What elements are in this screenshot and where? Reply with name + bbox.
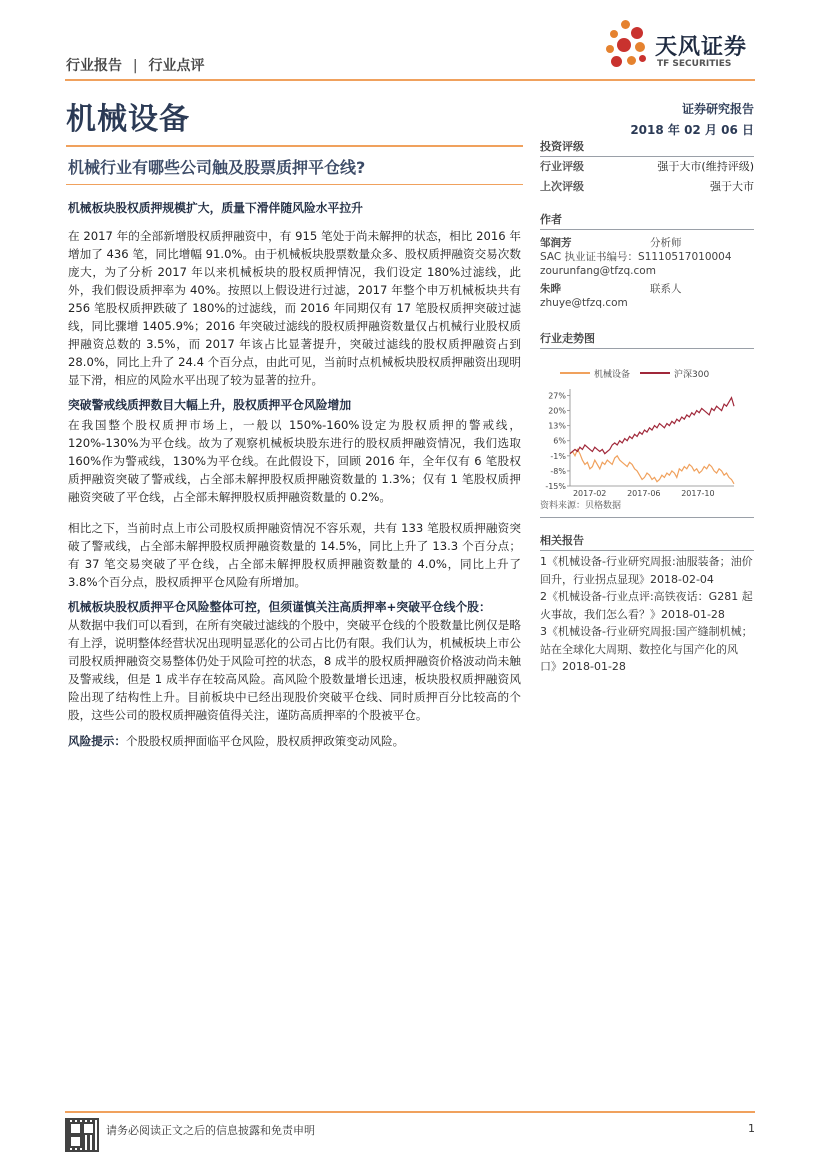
section-heading-3: 机械板块股权质押平仓风险整体可控，但须谨慎关注高质押率+突破平仓线个股：	[68, 600, 491, 614]
y-tick-label: -8%	[550, 466, 566, 476]
rating-key: 行业评级	[540, 160, 584, 173]
author-email[interactable]: zhuye@tfzq.com	[540, 297, 628, 309]
category-separator: |	[132, 58, 138, 74]
headline-rule-bottom	[66, 184, 523, 185]
y-tick-label: 6%	[553, 436, 566, 446]
author-name: 邹润芳	[540, 237, 572, 249]
section-2-paragraph-2: 相比之下，当前时点上市公司股权质押融资情况不容乐观，共有 133 笔股权质押融资突破了警戒线，占全部未解押股权质押融资数量的 14.5%，同比上升了 13.3 个百分点；有 37 笔交易突破了平仓线，占全部未解押股权质押融资数量的 4.0%，同比上升了 3.8%个百分点，股权质押平仓风险有所增加。	[68, 521, 521, 589]
y-tick-label: 20%	[548, 406, 566, 416]
author-role: 联系人	[650, 283, 682, 295]
section-3-paragraph-1: 从数据中我们可以看到，在所有突破过滤线的个股中，突破平仓线的个股数量比例仅是略有上浮，说明整体经营状况出现明显恶化的公司占比仍有限。我们认为，机械板块上市公司股权质押融资交易整体仍处于风险可控的状态，8 成半的股权质押融资价格波动尚未触及警戒线，但是 1 成半存在较高风险。高风险个股数量增长迅速，板块股权质押融资风险出现了结构性上升。目前板块中已经出现股价突破平仓线、同时质押百分比较高的个股，这些公司的股权质押融资值得关注，谨防高质押率的个股被平仓。	[68, 618, 521, 722]
risk-note	[68, 732, 521, 750]
y-tick-label: -15%	[545, 482, 566, 491]
rating-key: 上次评级	[540, 180, 584, 193]
author-name: 朱晔	[540, 283, 561, 295]
brand-logo	[605, 18, 760, 74]
x-tick-label: 2017-10	[681, 489, 715, 496]
legend-label: 机械设备	[594, 370, 631, 380]
author-license: SAC 执业证书编号：S1110517010004	[540, 251, 732, 263]
footer-rule	[65, 1111, 755, 1113]
footer-disclaimer: 请务必阅读正文之后的信息披露和免责申明	[106, 1124, 315, 1137]
x-tick-label: 2017-02	[572, 489, 607, 496]
section-heading-2: 突破警戒线质押数目大幅上升，股权质押平仓风险增加	[68, 398, 352, 412]
report-date: 2018 年 02 月 06 日	[630, 123, 754, 137]
related-report-2[interactable]: 2《机械设备-行业点评:高铁夜话：G281 起火事故，我们怎么看？》2018-01-28	[540, 590, 753, 621]
authors-title: 作者	[540, 213, 562, 226]
author-2	[540, 282, 754, 310]
authors-divider	[540, 229, 754, 230]
related-report-3[interactable]: 3《机械设备-行业研究周报:国产缝制机械；站在全球化大周期、数控化与国产化的风口》2018-01-28	[540, 625, 753, 673]
trend-divider	[540, 348, 754, 349]
legend-label: 沪深300	[674, 370, 710, 380]
rating-row-previous	[540, 177, 754, 197]
rating-value: 强于大市(维持评级)	[657, 160, 754, 173]
section-1-paragraph-1: 在 2017 年的全部新增股权质押融资中，有 915 笔处于尚未解押的状态，相比 2016 年增加了 436 笔，同比增幅 91.0%。由于机械板块股票数量众多、股权质押融资交易次数庞大，为了分析 2017 年以来机械板块的股权质押情况，我们设定 180%过滤线，此外，我们假设质押率为 40%。按照以上假设进行过滤，2017 年整个申万机械板块共有 256 笔股权质押跌破了 180%的过滤线，而 2016 年同期仅有 17 笔股权质押突破过滤线，同比骤增 1405.9%；2016 年突破过滤线的股权质押融资数量仅占机械行业股权质押融资总数的 3.5%，而 2017 年该占比显著提升，突破过滤线的股权质押融资占到 28.0%，同比上升了 24.4 个百分点，由此可见，当前时点机械板块股权质押融资出现明显下滑，相应的风险水平出现了较为显著的拉升。	[68, 229, 521, 387]
rating-row-industry	[540, 157, 754, 177]
series-line-hs300	[570, 398, 734, 454]
risk-text: 个股股权质押面临平仓风险，股权质押政策变动风险。	[125, 734, 405, 748]
series-line-machinery	[570, 449, 734, 483]
section-2-paragraph-1: 在我国整个股权质押市场上，一般以 150%-160%设定为股权质押的警戒线，120%-130%为平仓线。故为了观察机械板块股东进行的股权质押融资情况，我们选取 160%作为警戒线，130%为平仓线。在此假设下，回顾 2016 年，全年仅有 6 笔股权质押融资突破了警戒线，占全部未解押股权质押融资数量的 1.3%；仅有 1 笔股权质押融资突破了平仓线，占全部未解押股权质押融资数量的 0.2%。	[68, 418, 521, 504]
brand-name-en: TF SECURITIES	[657, 59, 732, 69]
category-label: 行业报告	[66, 58, 122, 74]
y-tick-label: 27%	[548, 391, 566, 401]
related-report-1[interactable]: 1《机械设备-行业研究周报:油服装备；油价回升，行业拐点显现》2018-02-04	[540, 555, 753, 586]
sidebar	[540, 138, 754, 676]
logo-mark-icon	[605, 18, 655, 74]
main-content	[68, 200, 521, 750]
related-list	[540, 553, 754, 676]
industry-title: 机械设备	[66, 102, 190, 137]
y-tick-label: -1%	[550, 451, 566, 461]
header-rule	[65, 79, 755, 81]
section-heading-1: 机械板块股权质押规模扩大，质量下滑伴随风险水平拉升	[68, 201, 363, 215]
source-divider	[540, 517, 754, 518]
report-type: 证券研究报告	[681, 102, 754, 116]
headline-rule-top	[66, 145, 523, 147]
brand-name-cn: 天风证券	[655, 35, 748, 60]
qr-code-icon	[65, 1118, 99, 1152]
x-tick-label: 2017-06	[627, 489, 661, 496]
risk-label: 风险提示：	[68, 734, 126, 748]
subcategory-label: 行业点评	[148, 58, 205, 74]
rating-value: 强于大市	[710, 180, 754, 193]
report-category	[66, 55, 204, 75]
headline: 机械行业有哪些公司触及股票质押平仓线?	[68, 158, 366, 177]
related-title: 相关报告	[540, 534, 584, 547]
trend-title: 行业走势图	[540, 332, 595, 345]
rating-title: 投资评级	[540, 140, 584, 153]
chart-source: 资料来源：贝格数据	[540, 501, 622, 511]
industry-trend-chart	[540, 351, 754, 496]
author-role: 分析师	[650, 237, 682, 249]
author-1	[540, 236, 754, 278]
page-number: 1	[748, 1122, 755, 1135]
related-divider	[540, 550, 754, 551]
author-email[interactable]: zourunfang@tfzq.com	[540, 265, 656, 277]
y-tick-label: 13%	[548, 421, 566, 431]
